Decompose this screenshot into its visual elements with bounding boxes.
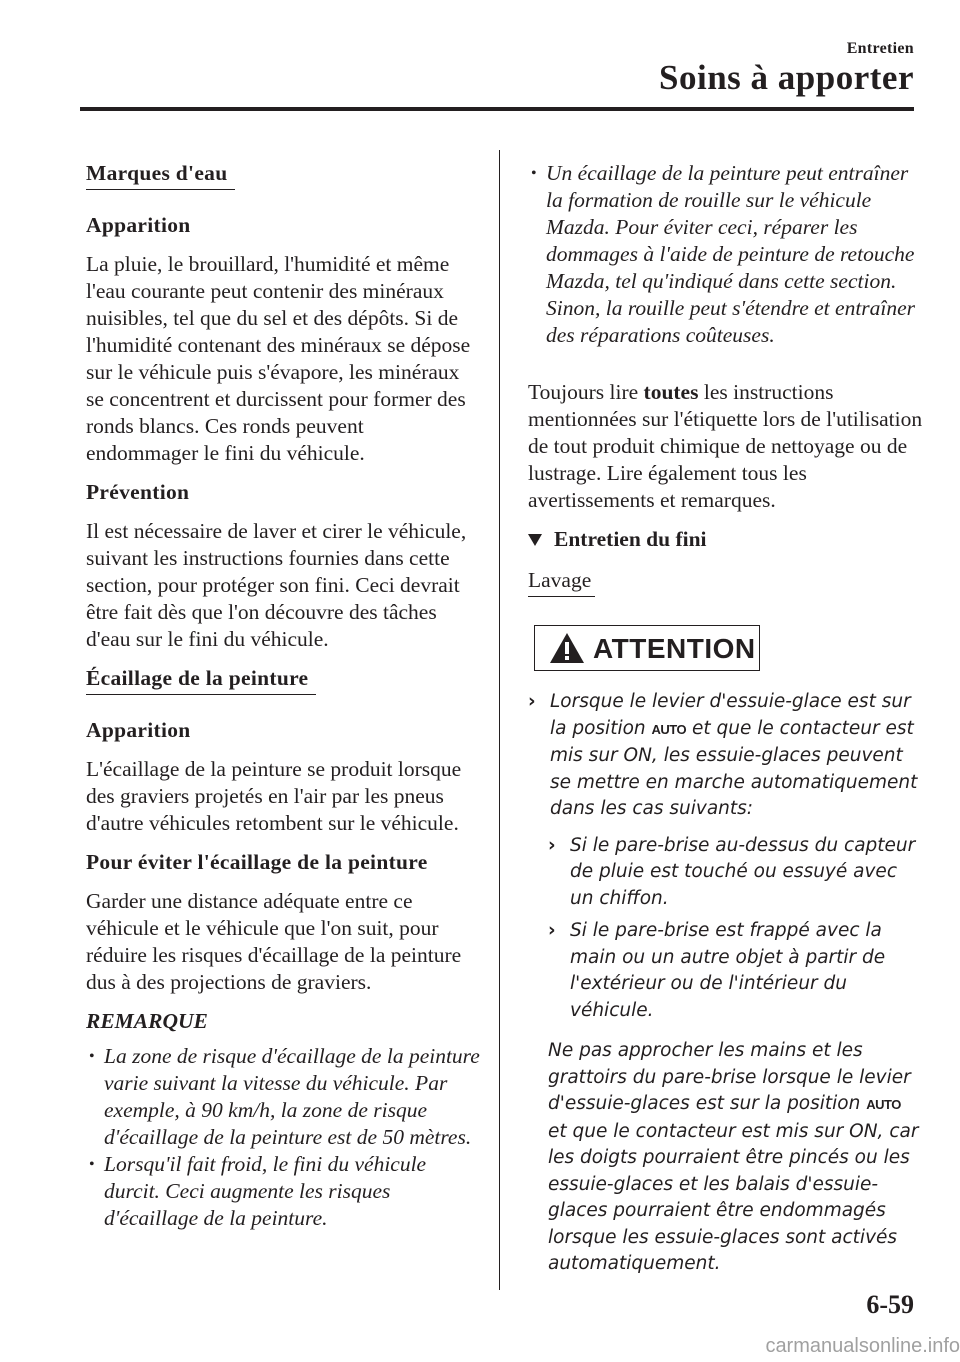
- chevron-right-icon: ›: [548, 920, 556, 941]
- warning-paragraph-text-1: Ne pas approcher les mains et les grattoirs du pare-brise lorsque le levier d'essuie-glaces est sur la position: [548, 1040, 911, 1114]
- column-divider: [499, 150, 500, 1290]
- finish-care-heading: [528, 526, 923, 553]
- chipping-appearance-heading: Apparition: [86, 718, 191, 742]
- read-instructions-text: [528, 379, 923, 514]
- avoid-chipping-heading: Pour éviter l'écaillage de la peinture: [86, 850, 428, 874]
- washing-heading: Lavage: [528, 567, 595, 597]
- bullet-dot: •: [89, 1156, 95, 1173]
- chipping-appearance-text: L'écaillage de la peinture se produit lorsque des graviers projetés en l'air par les pneus d'autre véhicules retombent sur le véhicule.: [86, 757, 462, 835]
- attention-box: [534, 625, 760, 671]
- bullet-dot: •: [531, 165, 537, 182]
- warning-sub-item: [548, 918, 923, 1024]
- auto-position-badge: AUTO: [866, 1097, 901, 1112]
- remark-label: REMARQUE: [86, 1009, 208, 1033]
- warning-paragraph-text-2: et que le contacteur est mis sur ON, car les doigts pourraient être pincés ou les essuie-glaces et les balais d'essuie-glaces pourraient être endommagés lorsque les essuie-glaces sont activés automatiquement.: [548, 1120, 919, 1274]
- warning-sub-item-text: Si le pare-brise au-dessus du capteur de pluie est touché ou essuyé avec un chiffon.: [570, 834, 916, 909]
- remark-bullet-text: Lorsqu'il fait froid, le fini du véhicule durcit. Ceci augmente les risques d'écaillage de la peinture.: [104, 1152, 427, 1230]
- read-rest: les instructions mentionnées sur l'étiquette lors de l'utilisation de tout produit chimique de nettoyage ou de lustrage. Lire également tous les avertissements et remarques.: [528, 380, 923, 512]
- read-emphasis: toutes: [643, 380, 699, 404]
- watermark: carmanualsonline.info: [765, 1335, 960, 1357]
- prevention-text: Il est nécessaire de laver et cirer le véhicule, suivant les instructions fournies dans cette section, pour protéger son fini. Ceci devrait être fait dès que l'on découvre des tâches d'eau sur le fini du véhicule.: [86, 519, 467, 651]
- water-marks-heading: Marques d'eau: [86, 160, 235, 190]
- remark-bullet: [528, 160, 923, 349]
- chevron-right-icon: ›: [528, 691, 536, 712]
- header-section-label: Entretien: [846, 40, 914, 57]
- attention-label: ATTENTION: [593, 632, 756, 664]
- warning-triangle-icon: [549, 632, 585, 664]
- warning-sub-item: [548, 833, 923, 913]
- bullet-dot: •: [89, 1048, 95, 1065]
- remark-bullet-text: Un écaillage de la peinture peut entraîner la formation de rouille sur le véhicule Mazda. Pour éviter ceci, réparer les dommages à l'aide de peinture de retouche Mazda, tel qu'indiqué dans cette section. Sinon, la rouille peut s'étendre et entraîner des réparations coûteuses.: [546, 161, 916, 347]
- read-intro: Toujours lire: [528, 380, 639, 404]
- remark-bullet: [86, 1043, 481, 1151]
- finish-care-heading-text: Entretien du fini: [554, 527, 707, 551]
- paint-chipping-heading: Écaillage de la peinture: [86, 665, 316, 695]
- warning-item-text-1: Lorsque le levier d'essuie-glace est sur la position: [550, 691, 911, 739]
- triangle-down-icon: [528, 534, 542, 546]
- chevron-right-icon: ›: [548, 834, 556, 856]
- avoid-chipping-text: Garder une distance adéquate entre ce véhicule et le véhicule que l'on suit, pour réduire les risques d'écaillage de la peinture dus à des projections de graviers.: [86, 889, 462, 994]
- appearance-heading: Apparition: [86, 213, 191, 237]
- auto-position-badge: AUTO: [651, 721, 687, 737]
- warning-content: [528, 689, 923, 1278]
- header-rule: [80, 107, 914, 111]
- page-title: Soins à apporter: [659, 58, 914, 97]
- left-column: [86, 160, 481, 1232]
- appearance-text: La pluie, le brouillard, l'humidité et même l'eau courante peut contenir des minéraux nuisibles, tel que du sel et des dépôts. Si de l'humidité contenant des minéraux se dépose sur le véhicule puis s'évapore, les minéraux se concentrent et durcissent pour former des ronds blancs. Ces ronds peuvent endommager le fini du véhicule.: [86, 252, 471, 465]
- warning-paragraph: [548, 1038, 923, 1278]
- warning-item-text-2: et que le contacteur est mis sur ON, les essuie-glaces peuvent se mettre en marche automatiquement dans les cas suivants:: [550, 717, 918, 819]
- right-column: [528, 160, 923, 1278]
- page-number: 6-59: [866, 1290, 914, 1319]
- remark-bullet: [86, 1151, 481, 1232]
- warning-sub-item-text: Si le pare-brise est frappé avec la main ou un autre objet à partir de l'extérieur ou de l'intérieur du véhicule.: [570, 920, 886, 1021]
- remark-bullet-text: La zone de risque d'écaillage de la peinture varie suivant la vitesse du véhicule. Par exemple, à 90 km/h, la zone de risque d'écaillage de la peinture est de 50 mètres.: [104, 1044, 480, 1149]
- prevention-heading: Prévention: [86, 480, 190, 504]
- warning-item: [528, 689, 923, 823]
